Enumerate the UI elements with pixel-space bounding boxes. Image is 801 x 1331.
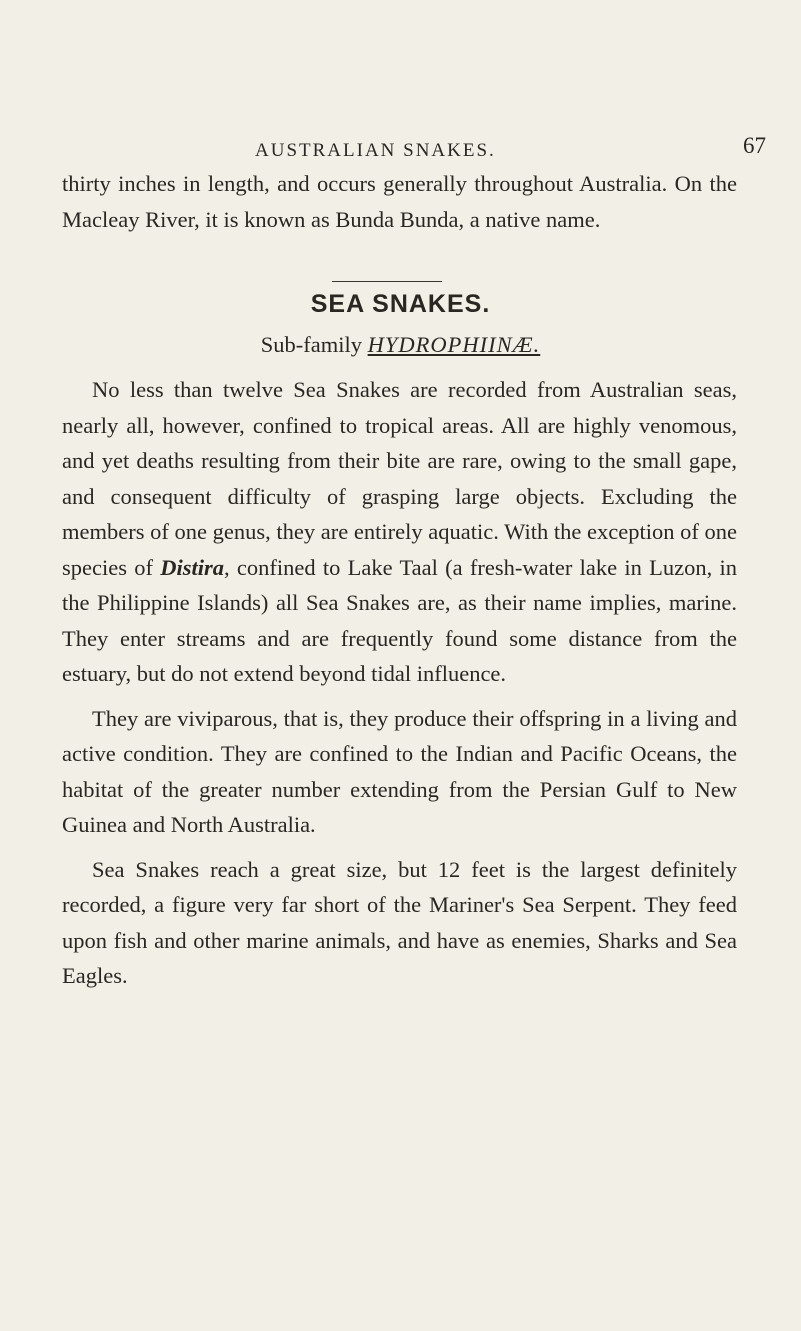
intro-paragraph: thirty inches in length, and occurs generally throughout Australia. On the Macleay River, it is known as Bunda Bunda, a native name.: [62, 171, 737, 232]
paragraph-habitat: They are viviparous, that is, they produce their offspring in a living and active condition. They are confined to the Indian and Pacific Oceans, the habitat of the greater number extending from the Persian Gulf to New Guinea and North Australia.: [62, 705, 737, 837]
body-text: [62, 372, 737, 994]
intro-block: [62, 166, 737, 237]
paragraph-distribution-part1: No less than twelve Sea Snakes are recorded from Australian seas, nearly all, however, confined to tropical areas. All are highly venomous, and yet deaths resulting from their bite are rare, owing to the small gape, and consequent difficulty of grasping large objects. Excluding the members of one genus, they are entirely aquatic. With the exception of one species of: [62, 377, 737, 580]
subfamily-name: HYDROPHIINÆ.: [367, 332, 541, 357]
running-head: AUSTRALIAN SNAKES.: [255, 140, 496, 161]
paragraph-size: Sea Snakes reach a great size, but 12 feet is the largest definitely recorded, a figure very far short of the Mariner's Sea Serpent. They feed upon fish and other marine animals, and have as enemies, Sharks and Sea Eagles.: [62, 856, 737, 988]
paragraph-distribution: [62, 372, 737, 692]
section-title: SEA SNAKES.: [310, 290, 491, 318]
genus-distira: Distira: [160, 554, 225, 580]
paragraph-distribution-part2: , confined to Lake Taal (a fresh-water lake in Luzon, in the Philippine Islands) all Sea Snakes are, as their name implies, marine. They enter streams and are frequently found some distance from the estuary, but do not extend beyond tidal influence.: [62, 554, 737, 686]
page-number: 67: [743, 133, 766, 158]
subfamily-line: [0, 332, 801, 358]
section-divider: [332, 281, 442, 282]
subfamily-prefix: Sub-family: [260, 332, 362, 357]
